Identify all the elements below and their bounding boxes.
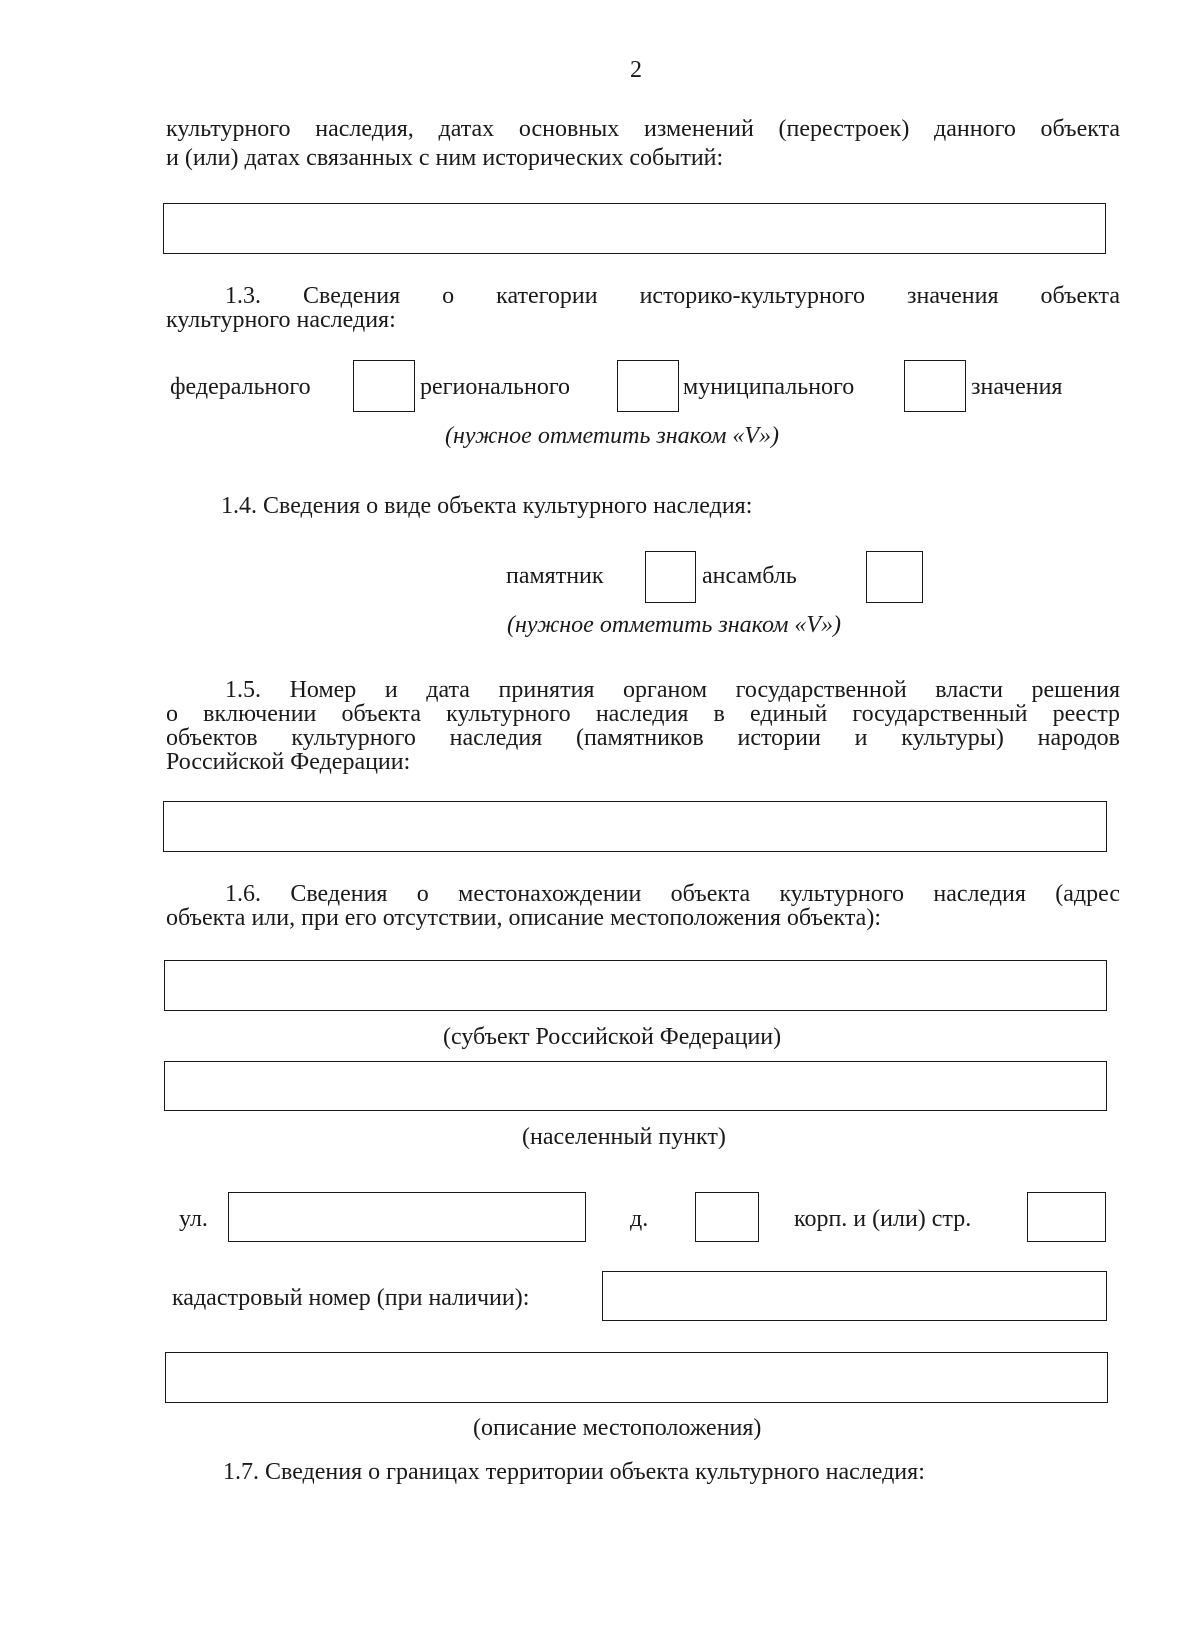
location-caption: (описание местоположения) [473,1415,762,1441]
history-dates-field[interactable] [163,203,1106,254]
municipal-checkbox[interactable] [904,360,966,412]
municipal-label: муниципального [683,374,855,400]
section-1-3-note: (нужное отметить знаком «V») [445,423,780,449]
regional-checkbox[interactable] [617,360,679,412]
section-1-4-title: 1.4. Сведения о виде объекта культурного наследия: [221,493,753,519]
section-1-6-line-1: 1.6. Сведения о местонахождении объекта культурного наследия (адрес [225,881,1120,907]
page-number: 2 [630,57,642,83]
subject-caption: (субъект Российской Федерации) [443,1024,782,1050]
federal-checkbox[interactable] [353,360,415,412]
significance-suffix: значения [971,374,1063,400]
section-1-5-line-2: о включении объекта культурного наследия в единый государственный реестр [166,701,1120,727]
registry-decision-field[interactable] [163,801,1107,852]
section-1-5-line-4: Российской Федерации: [166,749,411,775]
section-1-5-line-3: объектов культурного наследия (памятников истории и культуры) народов [166,725,1120,751]
monument-label: памятник [506,563,604,589]
section-1-7-title: 1.7. Сведения о границах территории объекта культурного наследия: [223,1459,925,1485]
location-description-field[interactable] [165,1352,1108,1403]
intro-line-2: и (или) датах связанных с ним исторических событий: [166,145,724,171]
locality-field[interactable] [164,1061,1107,1111]
section-1-3-line-1: 1.3. Сведения о категории историко-культурного значения объекта [225,283,1120,309]
section-1-4-note: (нужное отметить знаком «V») [507,612,842,638]
building-label: корп. и (или) стр. [794,1206,972,1232]
building-field[interactable] [1027,1192,1106,1242]
house-field[interactable] [695,1192,759,1242]
cadastral-field[interactable] [602,1271,1107,1321]
street-label: ул. [179,1206,208,1232]
section-1-5-line-1: 1.5. Номер и дата принятия органом государственной власти решения [225,677,1120,703]
ensemble-label: ансамбль [702,563,797,589]
monument-checkbox[interactable] [645,551,696,603]
cadastral-label: кадастровый номер (при наличии): [172,1285,530,1311]
regional-label: регионального [420,374,571,400]
house-label: д. [630,1206,649,1232]
street-field[interactable] [228,1192,586,1242]
section-1-6-line-2: объекта или, при его отсутствии, описание местоположения объекта): [166,905,881,931]
intro-line-1: культурного наследия, датах основных изменений (перестроек) данного объекта [166,116,1120,142]
ensemble-checkbox[interactable] [866,551,923,603]
locality-caption: (населенный пункт) [522,1124,726,1150]
subject-field[interactable] [164,960,1107,1011]
federal-label: федерального [170,374,311,400]
section-1-3-line-2: культурного наследия: [166,307,396,333]
